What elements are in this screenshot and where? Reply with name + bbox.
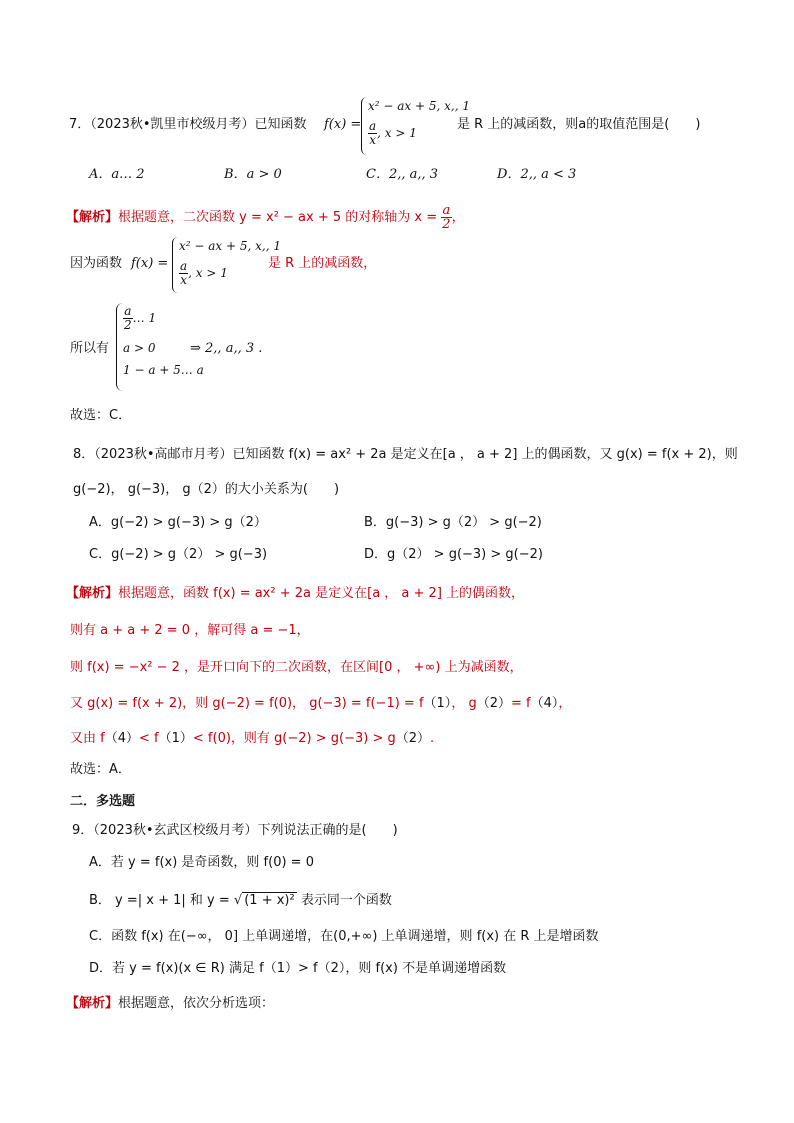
q7-option-d: D．2,, a < 3: [497, 167, 577, 182]
q7-cond3: 1 − a + 5… a: [123, 363, 204, 377]
q7-analysis-piece2: $\frac{a}{x}$ , x > 1: [180, 259, 228, 287]
q9-option-b: B． y =| x + 1| 和 y = √ (1 + x)² 表示同一个函数: [89, 893, 392, 908]
q8-analysis-line1: 【解析】根据题意，函数 f(x) = ax² + 2a 是定义在[a ， a + 2] 上的偶函数，: [66, 586, 525, 601]
section-heading: 二．多选题: [70, 794, 136, 809]
q9-option-c: C．函数 f(x) 在(−∞， 0] 上单调递增，在(0,+∞) 上单调递增，则 f(x) 在 R 上是增函数: [89, 929, 599, 944]
q7-analysis-piece1: x² − ax + 5, x,, 1: [179, 239, 281, 253]
q7-analysis-line1: 【解析】根据题意，二次函数 y = x² − ax + 5 的对称轴为 x = $\frac{a}{2}$ ，: [66, 203, 465, 232]
q8-analysis-line3: 则 f(x) = −x² − 2 ，是开口向下的二次函数，在区间[0 ， +∞) 上为减函数，: [70, 660, 523, 675]
q7-prefix: 7．（2023秋•凯里市校级月考）已知函数: [69, 117, 307, 132]
q8-analysis-line4: 又 g(x) = f(x + 2)，则 g(−2) = f(0)， g(−3) = f(−1) = f（1）， g（2）= f（4），: [70, 696, 572, 711]
q7-analysis-line3-prefix: 所以有: [70, 341, 110, 356]
q8-option-d: D．g（2） > g(−3) > g(−2): [364, 547, 543, 562]
q7-answer: 故选：C．: [70, 408, 132, 423]
q8-line1: 8．（2023秋•高邮市月考）已知函数 f(x) = ax² + 2a 是定义在[a ， a + 2] 上的偶函数，又 g(x) = f(x + 2)，则: [73, 447, 738, 462]
q7-option-b: B．a > 0: [224, 167, 282, 182]
q8-answer: 故选：A．: [70, 762, 131, 777]
q8-analysis-line2: 则有 a + a + 2 = 0 ，解可得 a = −1，: [70, 623, 310, 638]
q7-analysis-brace2: [116, 303, 123, 391]
q7-analysis-line2-suffix: 是 R 上的减函数，: [268, 256, 377, 271]
q8-option-a: A．g(−2) > g(−3) > g（2）: [89, 515, 267, 530]
radicand: (1 + x)²: [244, 893, 295, 908]
q7-cond2: a > 0: [123, 341, 156, 355]
q7-analysis-line2-fx: f(x) =: [131, 256, 169, 271]
q7-fx: f(x) =: [324, 117, 362, 132]
q7-result: ⇒ 2,, a,, 3 .: [190, 341, 263, 356]
analysis-tag: 【解析】: [66, 210, 119, 225]
q8-analysis-line5: 又由 f（4）< f（1）< f(0)，则有 g(−2) > g(−3) > g（2）.: [70, 731, 435, 746]
q7-brace: [361, 97, 367, 155]
q7-piece2: $\frac{a}{x}$ , x > 1: [369, 119, 417, 147]
q7-analysis-line2-prefix: 因为函数: [70, 256, 123, 271]
sqrt-symbol: √: [233, 893, 243, 908]
q8-option-c: C．g(−2) > g（2） > g(−3): [89, 547, 268, 562]
q8-option-b: B．g(−3) > g（2） > g(−2): [364, 515, 542, 530]
q8-line2: g(−2)， g(−3)， g（2）的大小关系为( ): [73, 482, 340, 497]
q9-line1: 9．（2023秋•玄武区校级月考）下列说法正确的是( ): [72, 823, 398, 838]
q7-analysis-brace: [172, 237, 178, 293]
q9-analysis-line1: 【解析】根据题意，依次分析选项：: [66, 996, 275, 1011]
q7-cond1: $\frac{a}{2}$ … 1: [124, 304, 157, 332]
q7-option-a: A．a… 2: [89, 167, 145, 182]
q9-option-a: A．若 y = f(x) 是奇函数，则 f(0) = 0: [89, 855, 314, 870]
q7-suffix: 是 R 上的减函数，则a的取值范围是( ): [457, 117, 701, 132]
q9-option-d: D．若 y = f(x)(x ∈ R) 满足 f（1）> f（2），则 f(x) 不是单调递增函数: [89, 961, 507, 976]
q7-option-c: C．2,, a,, 3: [366, 167, 439, 182]
q7-piece1: x² − ax + 5, x,, 1: [368, 99, 470, 113]
